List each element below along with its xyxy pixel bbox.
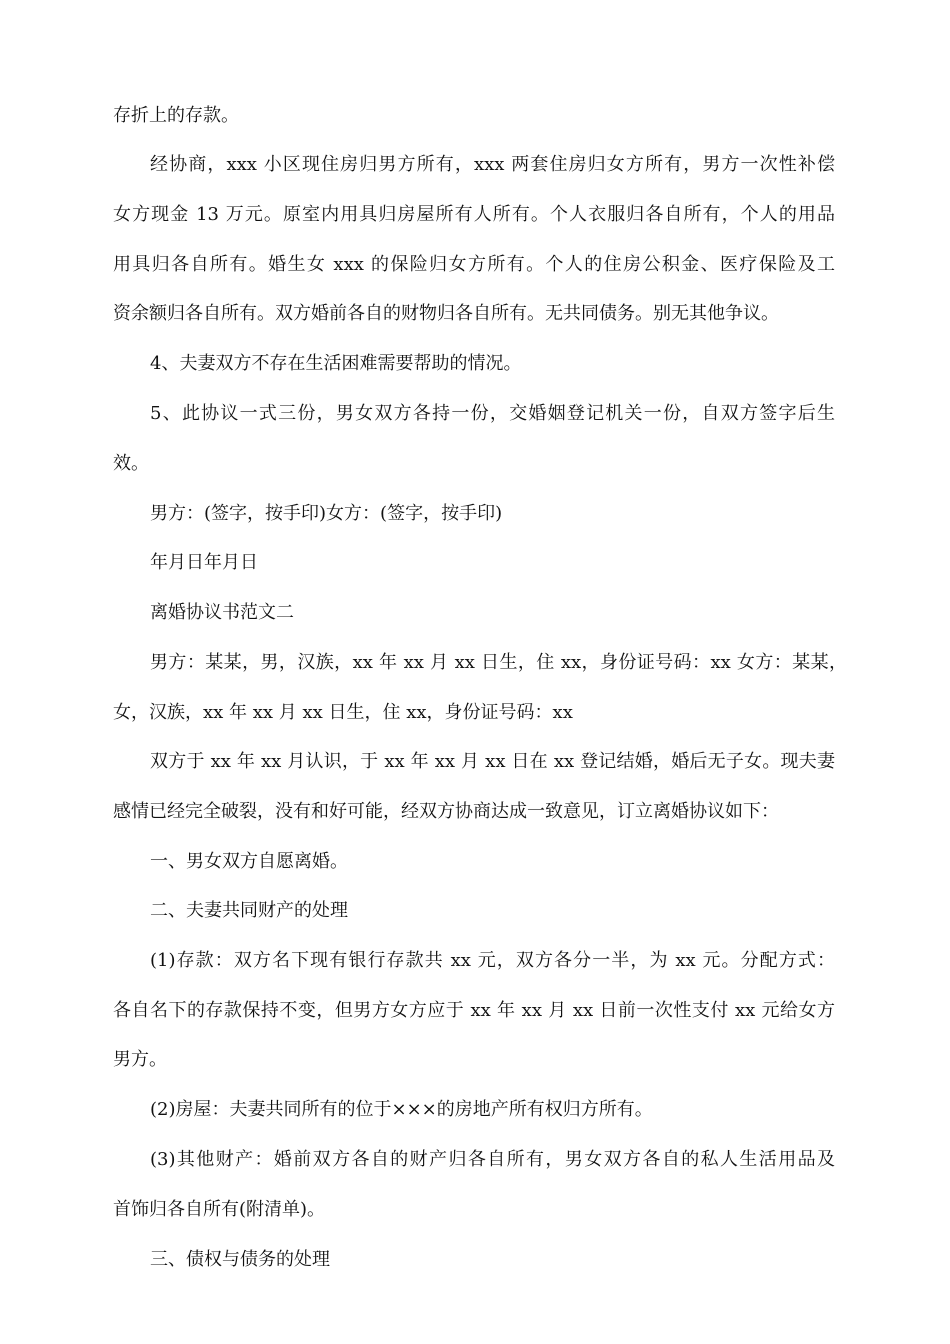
text-line: 男方。: [113, 1049, 167, 1070]
text-line: 感情已经完全破裂，没有和好可能，经双方协商达成一致意见，订立离婚协议如下：: [113, 801, 779, 822]
text-line: (2)房屋：夫妻共同所有的位于×××的房地产所有权归方所有。: [150, 1099, 653, 1120]
text-line: 4、夫妻双方不存在生活困难需要帮助的情况。: [150, 353, 522, 374]
text-line: 女方现金 13 万元。原室内用具归房屋所有人所有。个人衣服归各自所有，个人的用品: [113, 204, 835, 225]
text-line: 各自名下的存款保持不变，但男方女方应于 xx 年 xx 月 xx 日前一次性支付 xx 元给女方: [113, 1000, 835, 1021]
text-line: 效。: [113, 453, 149, 474]
text-line: 首饰归各自所有(附清单)。: [113, 1199, 326, 1220]
text-line: 男方：某某，男，汉族，xx 年 xx 月 xx 日生，住 xx，身份证号码：xx 女方：某某，: [150, 652, 847, 673]
text-line: 年月日年月日: [150, 552, 258, 573]
text-line: 三、债权与债务的处理: [150, 1249, 330, 1270]
text-line: 一、男女双方自愿离婚。: [150, 851, 348, 872]
text-line: 资余额归各自所有。双方婚前各自的财物归各自所有。无共同债务。别无其他争议。: [113, 303, 779, 324]
text-line: 男方：(签字，按手印)女方：(签字，按手印): [150, 503, 503, 524]
text-line: 5、此协议一式三份，男女双方各持一份，交婚姻登记机关一份，自双方签字后生: [150, 403, 835, 424]
text-line: 用具归各自所有。婚生女 xxx 的保险归女方所有。个人的住房公积金、医疗保险及工: [113, 254, 835, 275]
text-line: (3)其他财产：婚前双方各自的财产归各自所有，男女双方各自的私人生活用品及: [150, 1149, 835, 1170]
text-line: 女，汉族，xx 年 xx 月 xx 日生，住 xx，身份证号码：xx: [113, 702, 573, 723]
text-line: 存折上的存款。: [113, 105, 239, 126]
text-line: (1)存款：双方名下现有银行存款共 xx 元，双方各分一半，为 xx 元。分配方式：: [150, 950, 835, 971]
text-line: 经协商，xxx 小区现住房归男方所有，xxx 两套住房归女方所有，男方一次性补偿: [150, 154, 835, 175]
text-line: 二、夫妻共同财产的处理: [150, 900, 348, 921]
text-line: 双方于 xx 年 xx 月认识，于 xx 年 xx 月 xx 日在 xx 登记结婚，婚后无子女。现夫妻: [150, 751, 835, 772]
section-heading: 离婚协议书范文二: [150, 602, 294, 623]
